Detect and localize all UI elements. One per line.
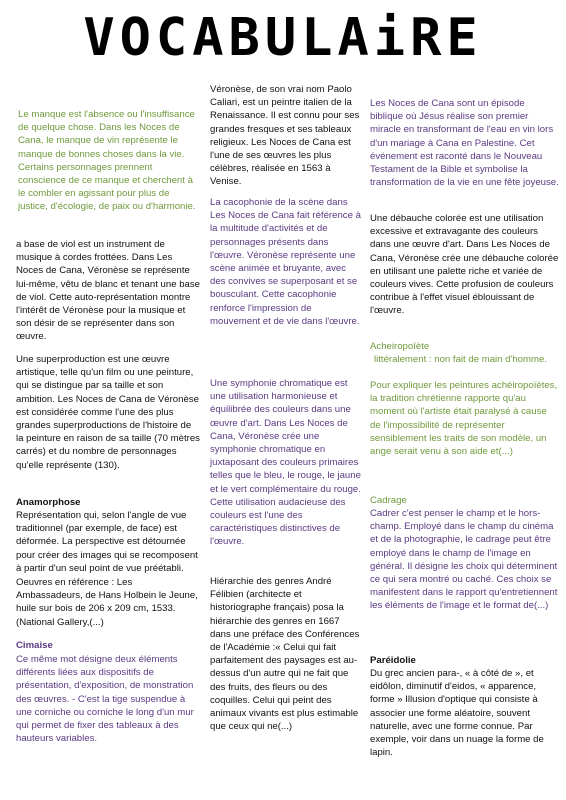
definition-noces: Les Noces de Cana sont un épisode biblique où Jésus réalise son premier miracle en transformant de l'eau en vin lors d'un mariage à Cana en Palestine. Cet événement est raconté dans le Nouveau Testament de la Bible et symbolise la transformation de la vie en une fête joyeuse. (370, 98, 559, 189)
heading-acheiropoiete: Acheiropoïète (370, 341, 430, 352)
definition-viol: a base de viol est un instrument de musique à cordes frottées. Dans Les Noces de Cana, Véronèse se représente lui-même, vêtu de blanc et tenant une base de viol. Cette auto-représentation montre l'intérêt de Véronèse pour la musique et son désir de se représenter dans son œuvre. (16, 239, 200, 343)
definition-acheiropoiete: Pour expliquer les peintures achéiropoïètes, la tradition chrétienne rapporte qu'au moment où l'artiste était paralysé à cause de l'impossibilité de représenter sensiblement les traits de son modèle, un ange serait venu à son aide et(...) (370, 380, 558, 458)
heading-cadrage: Cadrage (370, 495, 407, 506)
definition-hierarchie: Hiérarchie des genres André Félibien (architecte et historiographe français) posa la hiérarchie des genres en 1667 dans une préface des Conférences de l'Académie :« Celui qui fait parfaitement des paysages est au-dessus d'un autre qui ne fait que des fruits, des fleurs ou des coquilles. Celui qui peint des animaux vivants est plus estimable que ceux qui ne(...) (210, 576, 360, 733)
definition-veronese: Véronèse, de son vrai nom Paolo Caliari, est un peintre italien de la Renaissance. Il est connu pour ses grandes fresques et ses tableaux religieux. Les Noces de Cana est l'une de ses œuvres les plus célèbres, réalisée en 1563 à Venise. (210, 84, 360, 188)
definition-anamorphose: Représentation qui, selon l'angle de vue traditionnel (par exemple, de face) est déformée. La perspective est détournée pour créer des images qui se recomposent à partir d'un seul point de vue préétabli. (16, 510, 198, 574)
heading-cimaise: Cimaise (16, 640, 53, 651)
definition-pareidolie: Du grec ancien para-, « à côté de », et eidôlon, diminutif d'eidos, « apparence, forme » Illusion d'optique qui consiste à associer une forme aléatoire, souvent naturelle, avec une forme connue. Par exemple, voir dans un nuage la forme de lapin. (370, 668, 544, 759)
definition-cimaise: Ce même mot désigne deux éléments différents liées aux dispositifs de présentation, d'exposition, de monstration des œuvres. - C'est la tige suspendue à une corniche ou corniche le long d'un mur qui permet de fixer des tableaux à des hauteurs variables. (16, 654, 194, 745)
definition-debauche: Une débauche colorée est une utilisation excessive et extravagante des couleurs dans une œuvre d'art. Dans Les Noces de Cana, Véronèse crée une débauche colorée en utilisant une palette riche et variée de couleurs vives. Cette profusion de couleurs contribue à l'effet visuel éblouissant de l'œuvre. (370, 213, 559, 317)
heading-pareidolie: Paréidolie (370, 655, 416, 666)
definition-superproduction: Une superproduction est une œuvre artistique, telle qu'un film ou une peinture, qui se distingue par sa taille et son ambition. Les Noces de Cana de Véronèse est considérée comme l'une des plus grandes superproductions de l'histoire de la peinture en raison de sa taille (70 mètres carrés) et du nombre de personnages qu'elle représente (130). (16, 354, 200, 471)
definition-cacophonie: La cacophonie de la scène dans Les Noces de Cana fait référence à la multitude d'activités et de personnages présents dans l'œuvre. Véronèse représente une scène animée et bruyante, avec des convives se superposant et se bousculant. Cette cacophonie renforce l'impression de mouvement et de vie dans l'œuvre. (210, 197, 361, 327)
page-title: VOCABULAiRE (83, 8, 483, 68)
definition-symphonie: Une symphonie chromatique est une utilisation harmonieuse et équilibrée des couleurs dans une œuvre d'art. Dans Les Noces de Cana, Véronèse crée une symphonie chromatique en juxtaposant des couleurs primaires telles que le bleu, le rouge, le jaune et le vert complémentaire du rouge. Cette utilisation audacieuse des couleurs est l'une des caractéristiques distinctives de l'œuvre. (210, 378, 361, 548)
subtitle-acheiropoiete: littéralement : non fait de main d'homme. (374, 354, 548, 365)
reference-anamorphose: Oeuvres en référence : Les Ambassadeurs, de Hans Holbein le Jeune, huile sur bois de 206 x 209 cm, 1533. (National Gallery,(...) (16, 577, 198, 628)
heading-anamorphose: Anamorphose (16, 497, 81, 508)
definition-cadrage: Cadrer c'est penser le champ et le hors-champ. Employé dans le champ du cinéma et de la photographie, le cadrage peut être employé dans le champ de l'image en général. Il désigne les choix qui déterminent ce qui sera montré ou caché. Ces choix se manifestent dans le rapport qu'entretiennent les éléments de l'image et le format de(...) (370, 508, 558, 612)
definition-manque: Le manque est l'absence ou l'insuffisance de quelque chose. Dans les Noces de Cana, le manque de vin représente le manque de bonnes choses dans la vie. Certains personnages prennent conscience de ce manque et cherchent à le combler en agissant pour plus de justice, d'écologie, de paix ou d'harmonie. (18, 109, 196, 213)
